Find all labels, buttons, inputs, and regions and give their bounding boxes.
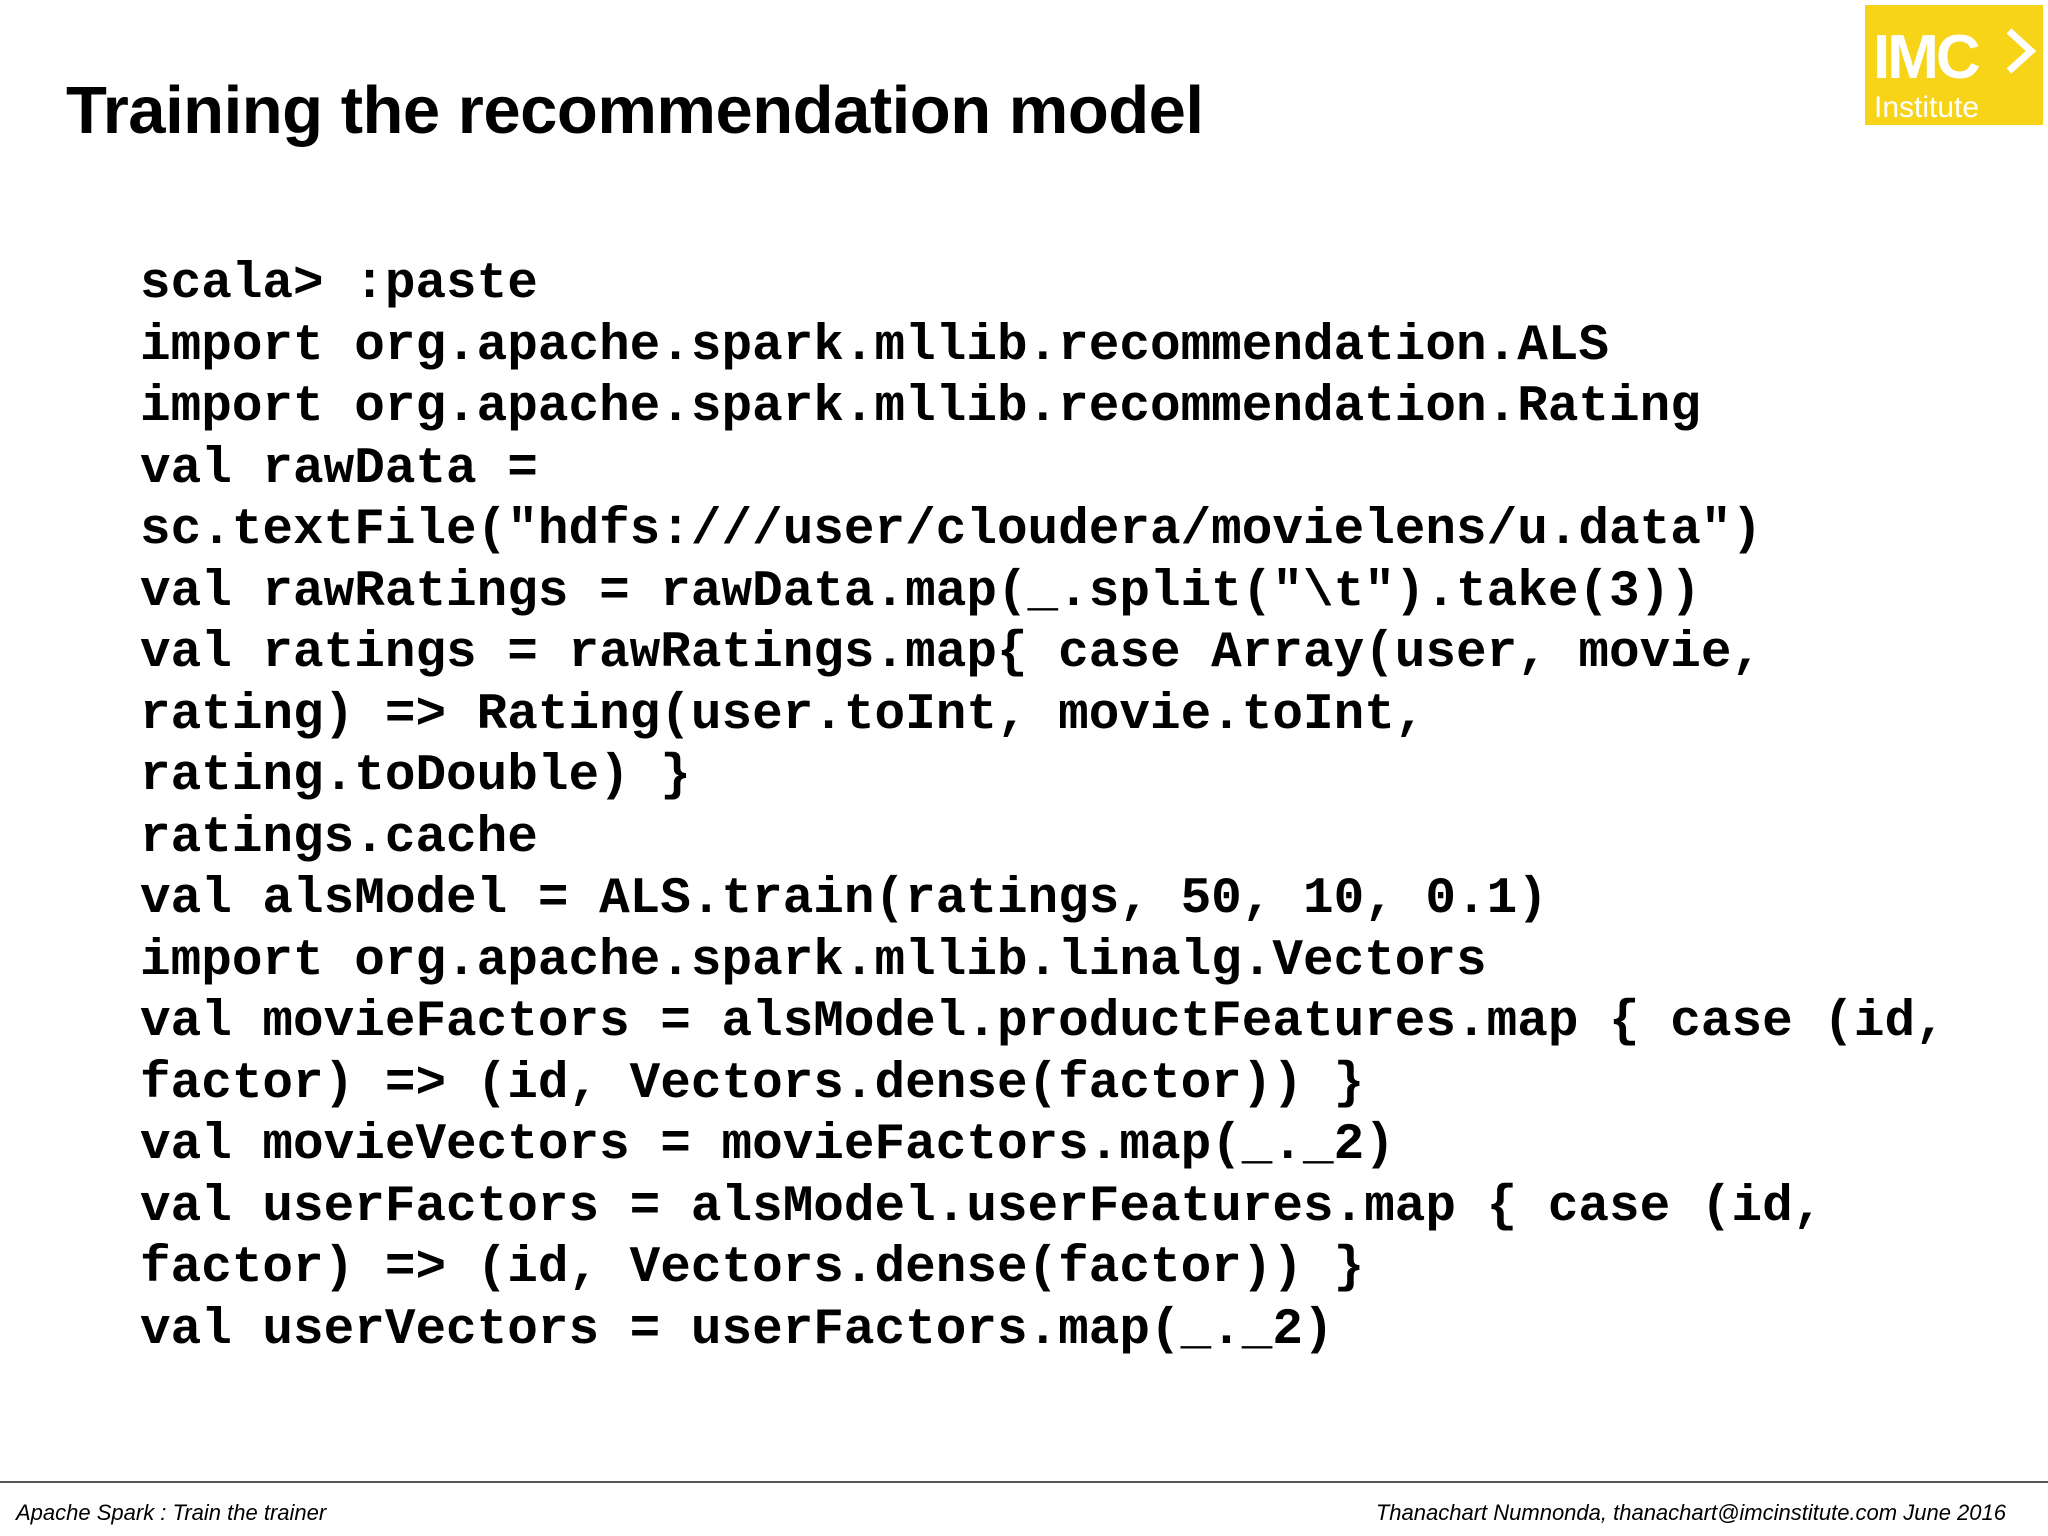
code-line: ratings.cache <box>140 809 538 867</box>
imc-institute-logo <box>1865 5 2043 125</box>
code-line: factor) => (id, Vectors.dense(factor)) } <box>140 1240 1365 1297</box>
code-line: scala> :paste <box>140 256 538 313</box>
logo-sub-text: Institute <box>1874 91 1980 124</box>
code-line: val userFactors = alsModel.userFeatures.map { case (id, <box>140 1178 1824 1236</box>
slide-title: Training the recommendation model <box>66 73 1204 148</box>
code-line: val ratings = rawRatings.map{ case Array(user, movie, <box>140 625 1763 682</box>
footer-course-title: Apache Spark : Train the trainer <box>16 1500 327 1525</box>
code-line: val movieFactors = alsModel.productFeatures.map { case (id, <box>140 994 1946 1051</box>
code-line: rating.toDouble) } <box>140 748 691 805</box>
code-line: val userVectors = userFactors.map(_._2) <box>140 1301 1334 1359</box>
code-line: import org.apache.spark.mllib.linalg.Vectors <box>140 932 1487 990</box>
code-block <box>140 254 1946 1361</box>
code-line: rating) => Rating(user.toInt, movie.toInt, <box>140 686 1426 744</box>
code-line: import org.apache.spark.mllib.recommendation.ALS <box>140 317 1610 375</box>
code-line: import org.apache.spark.mllib.recommendation.Rating <box>140 379 1701 436</box>
code-line: val rawRatings = rawData.map(_.split("\t").take(3)) <box>140 563 1701 621</box>
code-line: factor) => (id, Vectors.dense(factor)) } <box>140 1055 1365 1113</box>
footer-author-info: Thanachart Numnonda, thanachart@imcinstitute.com June 2016 <box>1375 1500 2006 1525</box>
code-line: val movieVectors = movieFactors.map(_._2) <box>140 1117 1395 1174</box>
logo-main-text: IMC <box>1873 23 1978 92</box>
logo-chevron-icon <box>2005 27 2037 75</box>
code-line: val alsModel = ALS.train(ratings, 50, 10, 0.1) <box>140 871 1548 928</box>
code-line: val rawData = <box>140 440 538 498</box>
code-line: sc.textFile("hdfs:///user/cloudera/movielens/u.data") <box>140 502 1763 559</box>
footer-divider <box>0 1481 2048 1483</box>
